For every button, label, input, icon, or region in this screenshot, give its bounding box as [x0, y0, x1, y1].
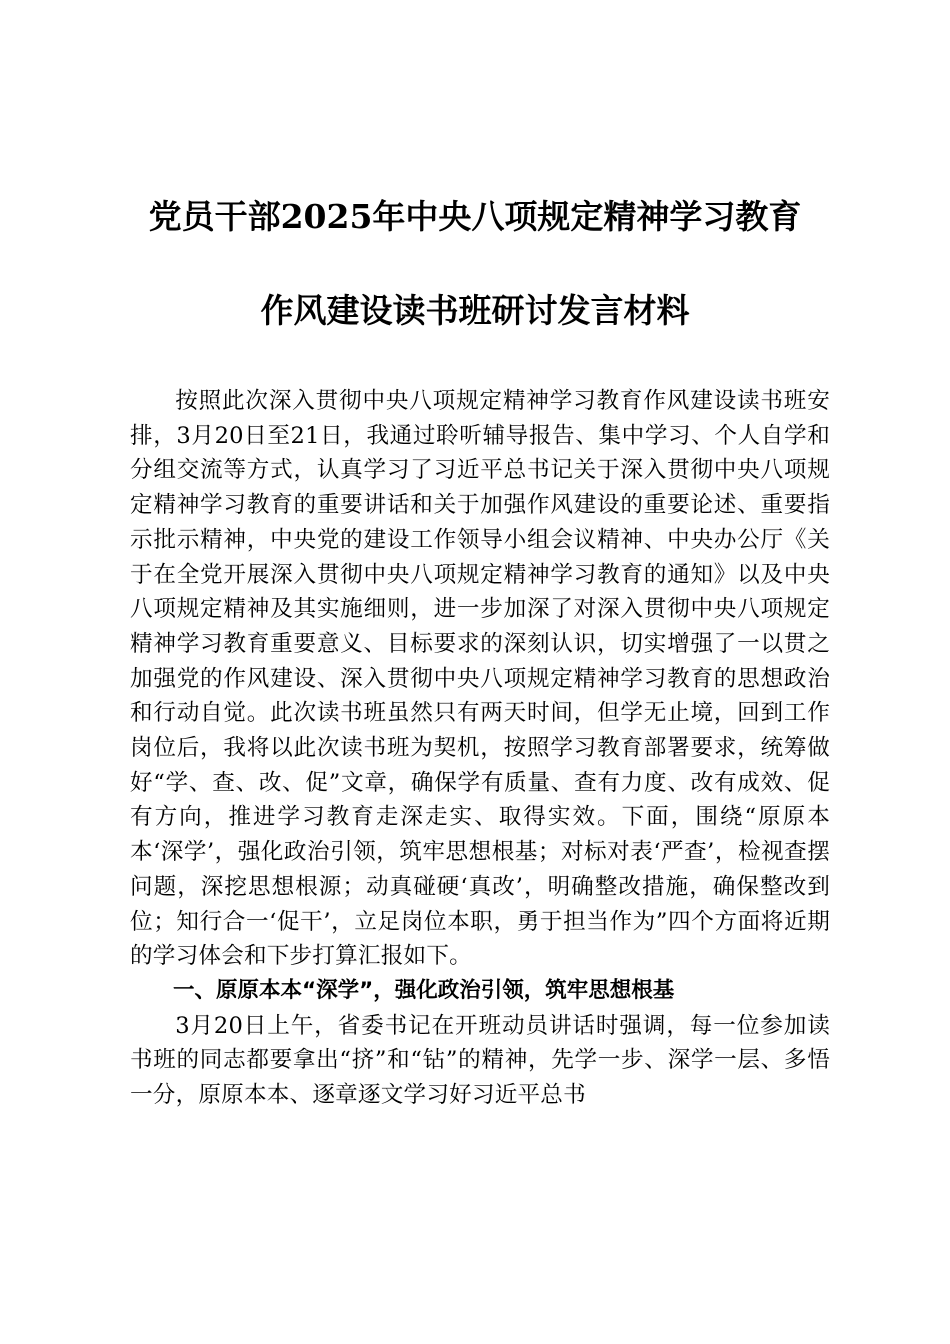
document-body — [130, 384, 830, 1113]
section-heading-1: 一、原原本本“深学”，强化政治引领，筑牢思想根基 — [173, 977, 675, 1003]
document-title-line-1: 党员干部2025年中央八项规定精神学习教育 — [148, 197, 802, 236]
body-paragraph-1: 按照此次深入贯彻中央八项规定精神学习教育作风建设读书班安排，3月20日至21日，我通过聆听辅导报告、集中学习、个人自学和分组交流等方式，认真学习了习近平总书记关于深入贯彻中央八项规定精神学习教育的重要讲话和关于加强作风建设的重要论述、重要指示批示精神，中央党的建设工作领导小组会议精神、中央办公厅《关于在全党开展深入贯彻中央八项规定精神学习教育的通知》以及中央八项规定精神及其实施细则，进一步加深了对深入贯彻中央八项规定精神学习教育重要意义、目标要求的深刻认识，切实增强了一以贯之加强党的作风建设、深入贯彻中央八项规定精神学习教育的思想政治和行动自觉。此次读书班虽然只有两天时间，但学无止境，回到工作岗位后，我将以此次读书班为契机，按照学习教育部署要求，统筹做好“学、查、改、促”文章，确保学有质量、查有力度、改有成效、促有方向，推进学习教育走深走实、取得实效。下面，围绕“原原本本‘深学’，强化政治引领，筑牢思想根基；对标对表‘严查’，检视查摆问题，深挖思想根源；动真碰硬‘真改’，明确整改措施，确保整改到位；知行合一‘促干’，立足岗位本职，勇于担当作为”四个方面将近期的学习体会和下步打算汇报如下。 — [130, 388, 830, 970]
body-paragraph-2: 3月20日上午，省委书记在开班动员讲话时强调，每一位参加读书班的同志都要拿出“挤”和“钻”的精神，先学一步、深学一层、多悟一分，原原本本、逐章逐文学习好习近平总书 — [130, 1012, 830, 1109]
document-title-line-2: 作风建设读书班研讨发言材料 — [260, 291, 690, 330]
